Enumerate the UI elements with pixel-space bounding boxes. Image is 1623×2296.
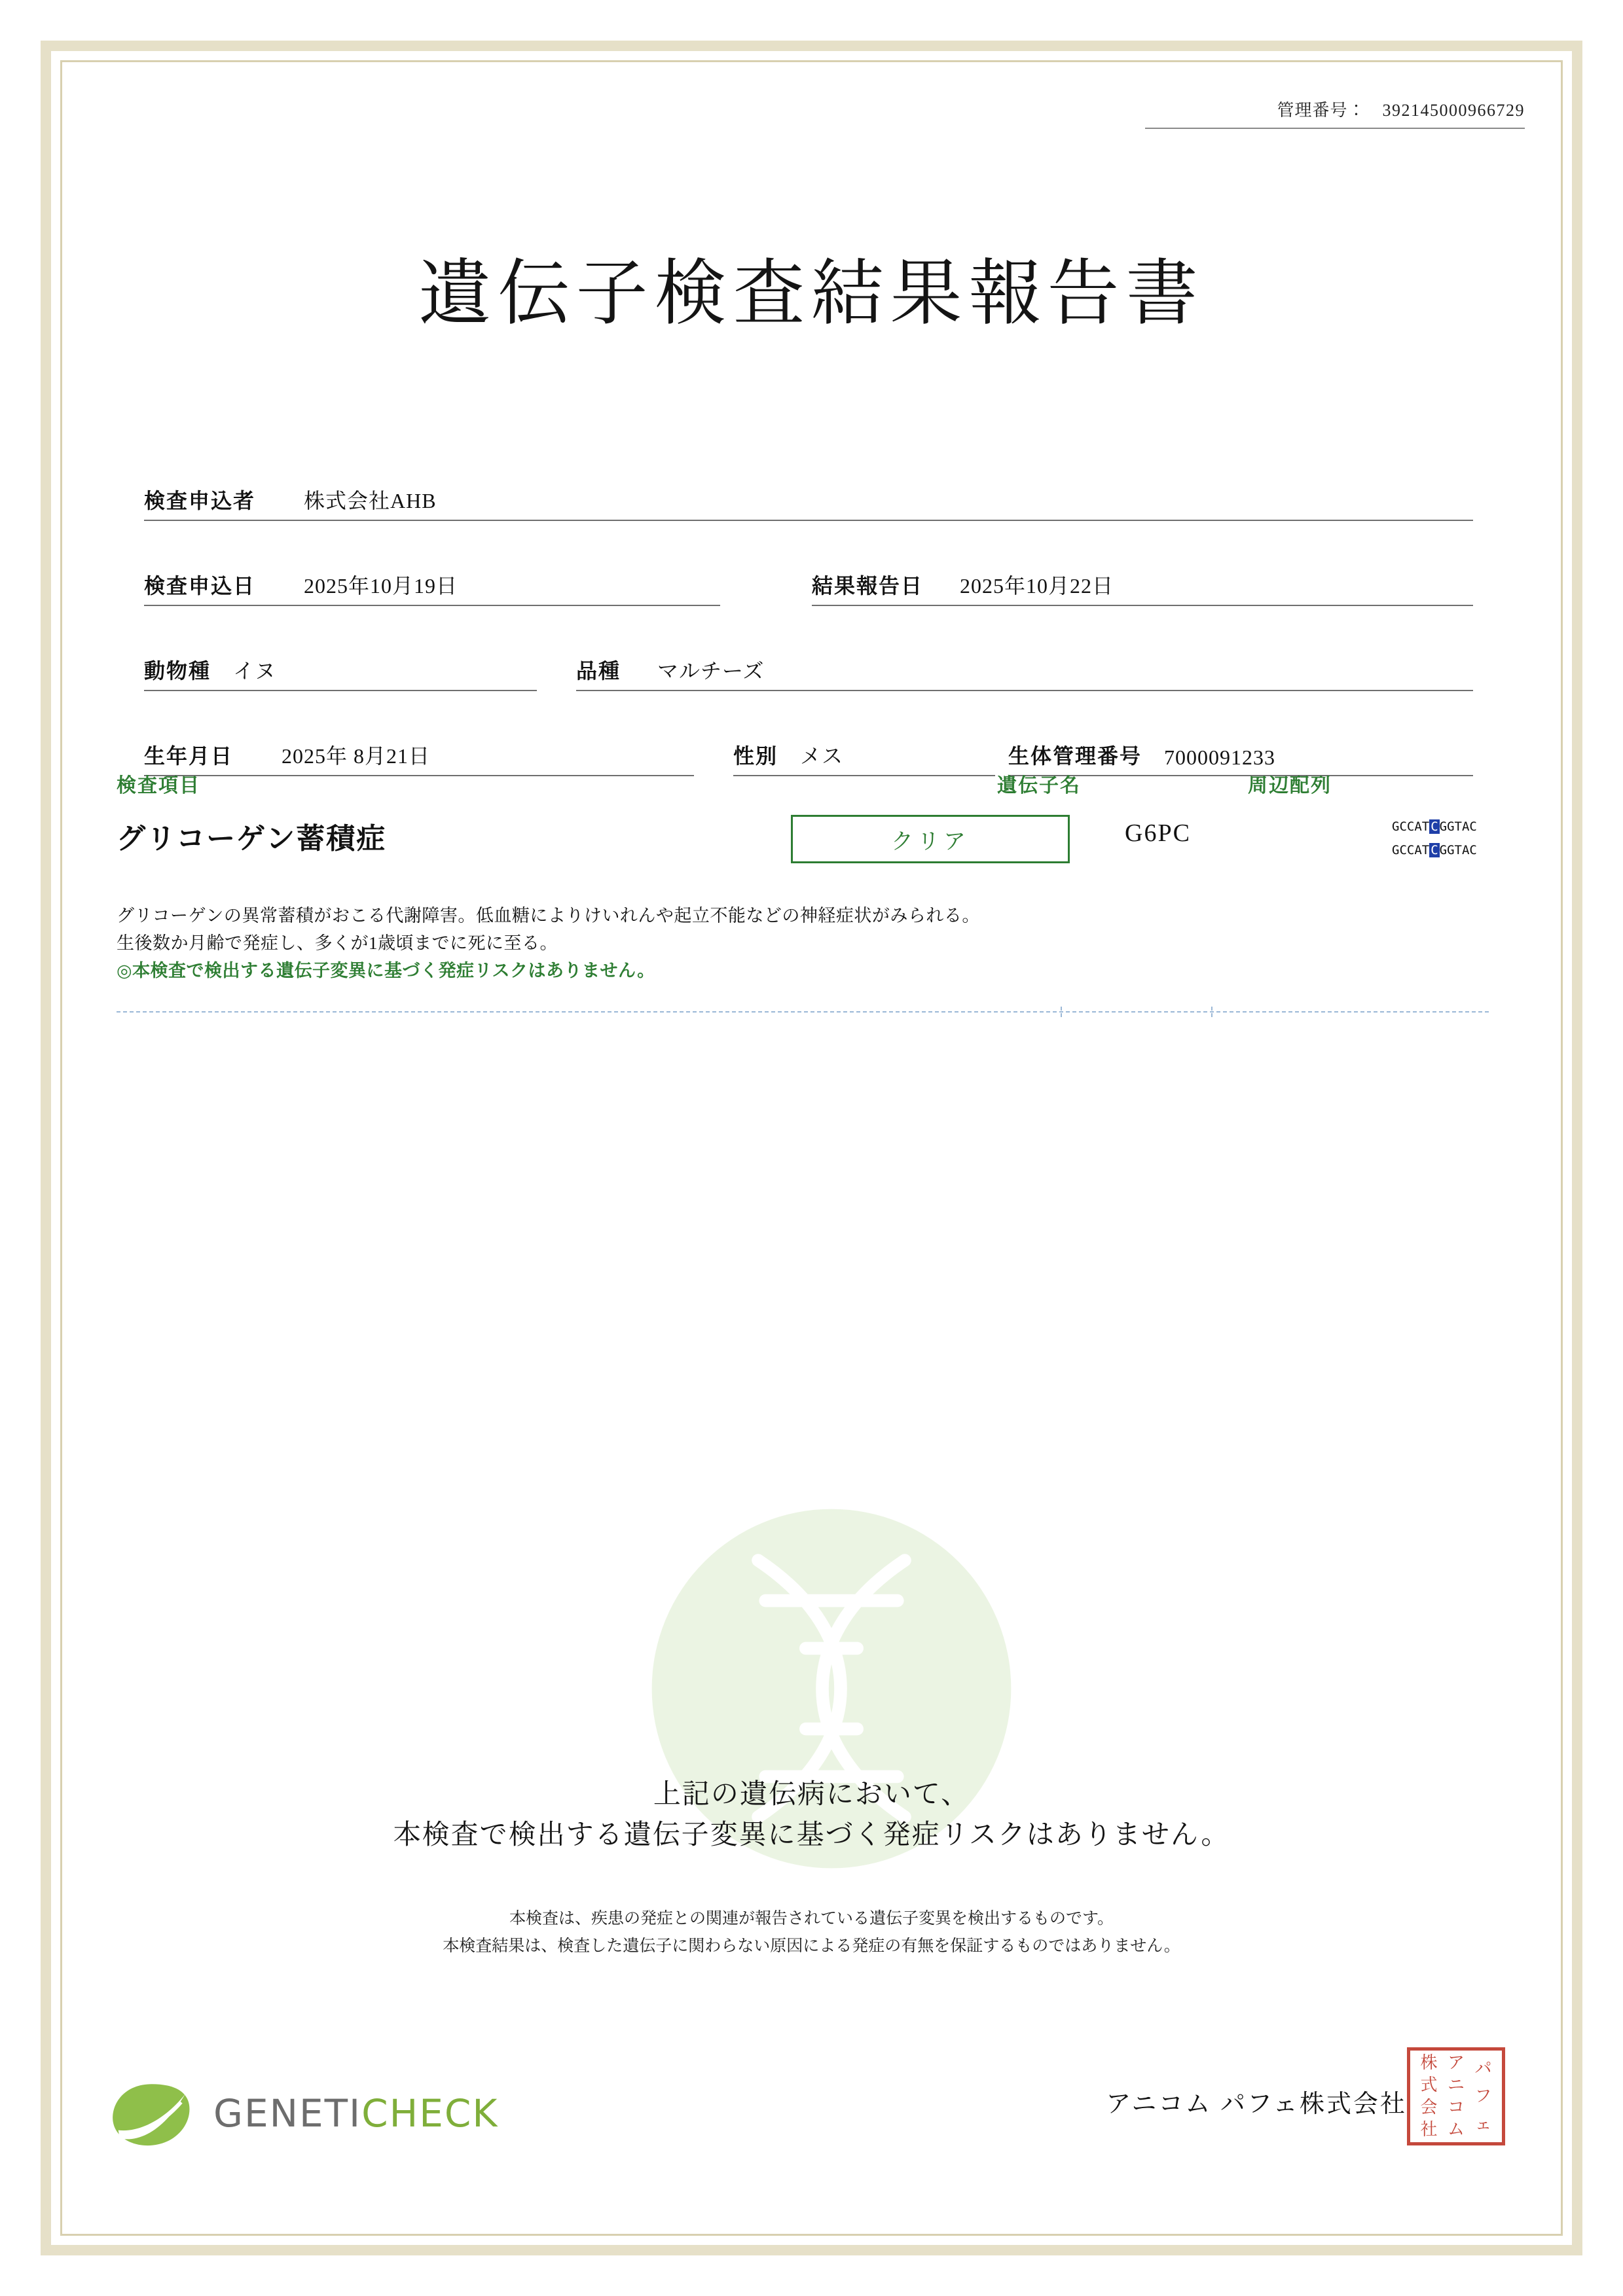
breed-value: マルチーズ xyxy=(657,659,765,683)
geneticheck-logo xyxy=(111,2078,498,2149)
seal-char-4: ア xyxy=(1447,2053,1465,2073)
breed-label: 品種 xyxy=(576,659,621,683)
species-label: 動物種 xyxy=(144,659,211,683)
company-seal xyxy=(1407,2047,1505,2145)
control-number-label: 管理番号： xyxy=(1277,101,1366,120)
sequence-highlight-1: C xyxy=(1431,819,1438,834)
result-status-badge: クリア xyxy=(791,815,1070,863)
description-line-1: グリコーゲンの異常蓄積がおこる代謝障害。低血糖によりけいれんや起立不能などの神経症状がみられる。 xyxy=(117,906,980,925)
sequence-allele-2 xyxy=(1392,838,1477,862)
conclusion-note xyxy=(98,1905,1525,1960)
seal-char-10: 会 xyxy=(1420,2098,1438,2117)
seal-column-2 xyxy=(1448,2051,1465,2142)
description-line-3: ◎本検査で検出する遺伝子変異に基づく発症リスクはありません。 xyxy=(117,961,655,980)
conclusion-text xyxy=(98,1774,1525,1855)
seal-column-3 xyxy=(1420,2051,1437,2142)
apply-date-value: 2025年10月19日 xyxy=(304,574,458,598)
species-value: イヌ xyxy=(233,659,277,683)
seal-char-11: 社 xyxy=(1420,2120,1438,2140)
seal-char-7: ム xyxy=(1447,2120,1465,2140)
seal-char-6: コ xyxy=(1447,2098,1465,2117)
sequence-right-2: GGTAC xyxy=(1439,843,1477,857)
management-number-value: 7000091233 xyxy=(1164,745,1276,769)
sex-label: 性別 xyxy=(733,744,778,768)
info-row-birth xyxy=(144,713,1473,776)
logo-word-1: GENETI xyxy=(213,2091,362,2136)
seal-column-1 xyxy=(1474,2051,1491,2142)
column-header-sequence: 周辺配列 xyxy=(1248,775,1332,797)
info-row-species xyxy=(144,628,1473,691)
birthdate-value: 2025年 8月21日 xyxy=(282,744,431,768)
seal-char-3: ェ xyxy=(1474,2114,1492,2134)
company-name: アニコム パフェ株式会社 xyxy=(1106,2090,1407,2118)
column-header-gene: 遺伝子名 xyxy=(997,775,1081,797)
page-content xyxy=(98,79,1525,2217)
management-number-label: 生体管理番号 xyxy=(1008,744,1142,768)
logo-wordmark xyxy=(213,2091,498,2136)
disease-description xyxy=(117,902,1452,984)
birthdate-label: 生年月日 xyxy=(144,744,234,768)
field-breed xyxy=(576,644,1473,691)
logo-word-2: CHECK xyxy=(361,2091,499,2136)
control-number-value: 392145000966729 xyxy=(1382,101,1525,120)
note-line-2: 本検査結果は、検査した遺伝子に関わらない原因による発症の有無を保証するものではありません。 xyxy=(443,1936,1180,1955)
test-result-row xyxy=(117,808,1524,893)
disease-name: グリコーゲン蓄積症 xyxy=(117,823,387,855)
seal-char-5: ニ xyxy=(1447,2075,1465,2095)
sequence-right-1: GGTAC xyxy=(1439,819,1477,834)
note-line-1: 本検査は、疾患の発症との関連が報告されている遺伝子変異を検出するものです。 xyxy=(509,1909,1114,1928)
applicant-label: 検査申込者 xyxy=(144,489,256,512)
description-line-2: 生後数か月齢で発症し、多くが1歳頃までに死に至る。 xyxy=(117,933,558,953)
test-table-header xyxy=(117,769,1524,797)
info-row-dates xyxy=(144,543,1473,606)
applicant-value: 株式会社AHB xyxy=(304,489,437,512)
field-applicant xyxy=(144,474,1473,521)
sequence-left-2: GCCAT xyxy=(1392,843,1430,857)
divider-tick-a xyxy=(1061,1007,1062,1017)
apply-date-label: 検査申込日 xyxy=(144,574,256,598)
field-apply-date xyxy=(144,559,720,606)
info-row-applicant xyxy=(144,458,1473,521)
report-date-value: 2025年10月22日 xyxy=(960,574,1114,598)
divider-tick-b xyxy=(1211,1007,1213,1017)
leaf-icon xyxy=(111,2078,195,2149)
section-divider xyxy=(117,1011,1489,1013)
seal-char-2: フ xyxy=(1474,2087,1492,2106)
column-header-item: 検査項目 xyxy=(117,775,200,797)
conclusion-line-1: 上記の遺伝病において、 xyxy=(653,1778,970,1810)
field-species xyxy=(144,644,537,691)
sex-value: メス xyxy=(800,744,844,768)
seal-char-9: 式 xyxy=(1420,2075,1438,2095)
seal-char-1: パ xyxy=(1474,2058,1492,2079)
sequence-highlight-2: C xyxy=(1431,843,1438,857)
info-block xyxy=(144,458,1473,798)
sequence-left-1: GCCAT xyxy=(1392,819,1430,834)
gene-name: G6PC xyxy=(1125,819,1191,847)
conclusion-line-2: 本検査で検出する遺伝子変異に基づく発症リスクはありません。 xyxy=(393,1818,1230,1850)
seal-char-8: 株 xyxy=(1420,2053,1438,2073)
sequence-block xyxy=(1392,815,1477,862)
report-date-label: 結果報告日 xyxy=(812,574,924,598)
field-report-date xyxy=(812,559,1473,606)
sequence-allele-1 xyxy=(1392,815,1477,838)
control-number xyxy=(1145,97,1525,129)
page-title: 遺伝子検査結果報告書 xyxy=(418,251,1205,335)
